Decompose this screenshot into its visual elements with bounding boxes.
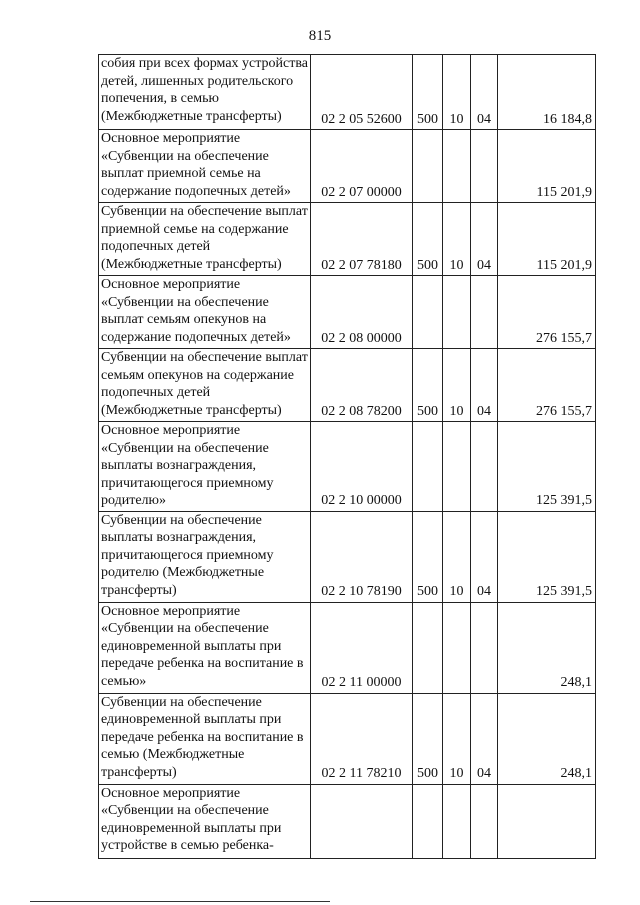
row-pr: 04 xyxy=(471,203,498,276)
row-rz: 10 xyxy=(443,511,471,602)
row-name: Субвенции на обеспечение выплаты вознаграждения, причитающегося приемному родителю (Межбюджетные трансферты) xyxy=(99,511,311,602)
row-rz xyxy=(443,276,471,349)
row-name: собия при всех формах устройства детей, лишенных родительского попечения, в семью (Межбюджетные трансферты) xyxy=(99,55,311,130)
row-vr: 500 xyxy=(413,693,443,784)
row-vr: 500 xyxy=(413,511,443,602)
row-code xyxy=(311,784,413,858)
row-name: Основное мероприятие «Субвенции на обеспечение единовременной выплаты при устройстве в семью ребенка- xyxy=(99,784,311,858)
row-pr xyxy=(471,130,498,203)
row-name: Основное мероприятие «Субвенции на обеспечение выплат приемной семье на содержание подопечных детей» xyxy=(99,130,311,203)
row-code: 02 2 10 00000 xyxy=(311,422,413,512)
row-pr xyxy=(471,784,498,858)
row-rz xyxy=(443,602,471,693)
row-amount: 125 391,5 xyxy=(498,511,596,602)
row-pr xyxy=(471,602,498,693)
table-row xyxy=(99,276,596,349)
row-amount: 248,1 xyxy=(498,693,596,784)
page-number: 815 xyxy=(308,28,332,44)
row-name: Субвенции на обеспечение выплат семьям опекунов на содержание подопечных детей (Межбюджетные трансферты) xyxy=(99,349,311,422)
row-amount: 248,1 xyxy=(498,602,596,693)
table-row xyxy=(99,203,596,276)
row-amount: 115 201,9 xyxy=(498,130,596,203)
row-vr xyxy=(413,422,443,512)
row-pr: 04 xyxy=(471,55,498,130)
row-pr: 04 xyxy=(471,511,498,602)
row-vr: 500 xyxy=(413,349,443,422)
table-row xyxy=(99,511,596,602)
table-row xyxy=(99,130,596,203)
row-pr: 04 xyxy=(471,693,498,784)
row-code: 02 2 07 00000 xyxy=(311,130,413,203)
footer-divider xyxy=(30,901,330,902)
row-code: 02 2 10 78190 xyxy=(311,511,413,602)
table-row xyxy=(99,784,596,858)
row-amount xyxy=(498,784,596,858)
row-name: Основное мероприятие «Субвенции на обеспечение выплат семьям опекунов на содержание подопечных детей» xyxy=(99,276,311,349)
row-name: Субвенции на обеспечение выплат приемной семье на содержание подопечных детей (Межбюджетные трансферты) xyxy=(99,203,311,276)
table-row xyxy=(99,693,596,784)
row-vr xyxy=(413,276,443,349)
budget-table xyxy=(98,54,596,859)
row-code: 02 2 11 78210 xyxy=(311,693,413,784)
row-vr: 500 xyxy=(413,203,443,276)
row-vr xyxy=(413,602,443,693)
row-name: Основное мероприятие «Субвенции на обеспечение выплаты вознаграждения, причитающегося приемному родителю» xyxy=(99,422,311,512)
row-rz: 10 xyxy=(443,55,471,130)
row-vr: 500 xyxy=(413,55,443,130)
row-code: 02 2 05 52600 xyxy=(311,55,413,130)
row-name: Основное мероприятие «Субвенции на обеспечение единовременной выплаты при передаче ребенка на воспитание в семью» xyxy=(99,602,311,693)
row-code: 02 2 07 78180 xyxy=(311,203,413,276)
row-rz xyxy=(443,784,471,858)
row-rz: 10 xyxy=(443,693,471,784)
row-code: 02 2 08 78200 xyxy=(311,349,413,422)
row-amount: 115 201,9 xyxy=(498,203,596,276)
row-rz xyxy=(443,422,471,512)
table-row xyxy=(99,55,596,130)
table-row xyxy=(99,349,596,422)
table-row xyxy=(99,602,596,693)
row-rz: 10 xyxy=(443,349,471,422)
row-amount: 125 391,5 xyxy=(498,422,596,512)
row-pr xyxy=(471,276,498,349)
row-code: 02 2 11 00000 xyxy=(311,602,413,693)
row-pr xyxy=(471,422,498,512)
row-vr xyxy=(413,784,443,858)
row-amount: 16 184,8 xyxy=(498,55,596,130)
row-rz xyxy=(443,130,471,203)
row-amount: 276 155,7 xyxy=(498,349,596,422)
row-name: Субвенции на обеспечение единовременной выплаты при передаче ребенка на воспитание в семью (Межбюджетные трансферты) xyxy=(99,693,311,784)
row-code: 02 2 08 00000 xyxy=(311,276,413,349)
row-rz: 10 xyxy=(443,203,471,276)
table-row xyxy=(99,422,596,512)
row-vr xyxy=(413,130,443,203)
row-pr: 04 xyxy=(471,349,498,422)
row-amount: 276 155,7 xyxy=(498,276,596,349)
